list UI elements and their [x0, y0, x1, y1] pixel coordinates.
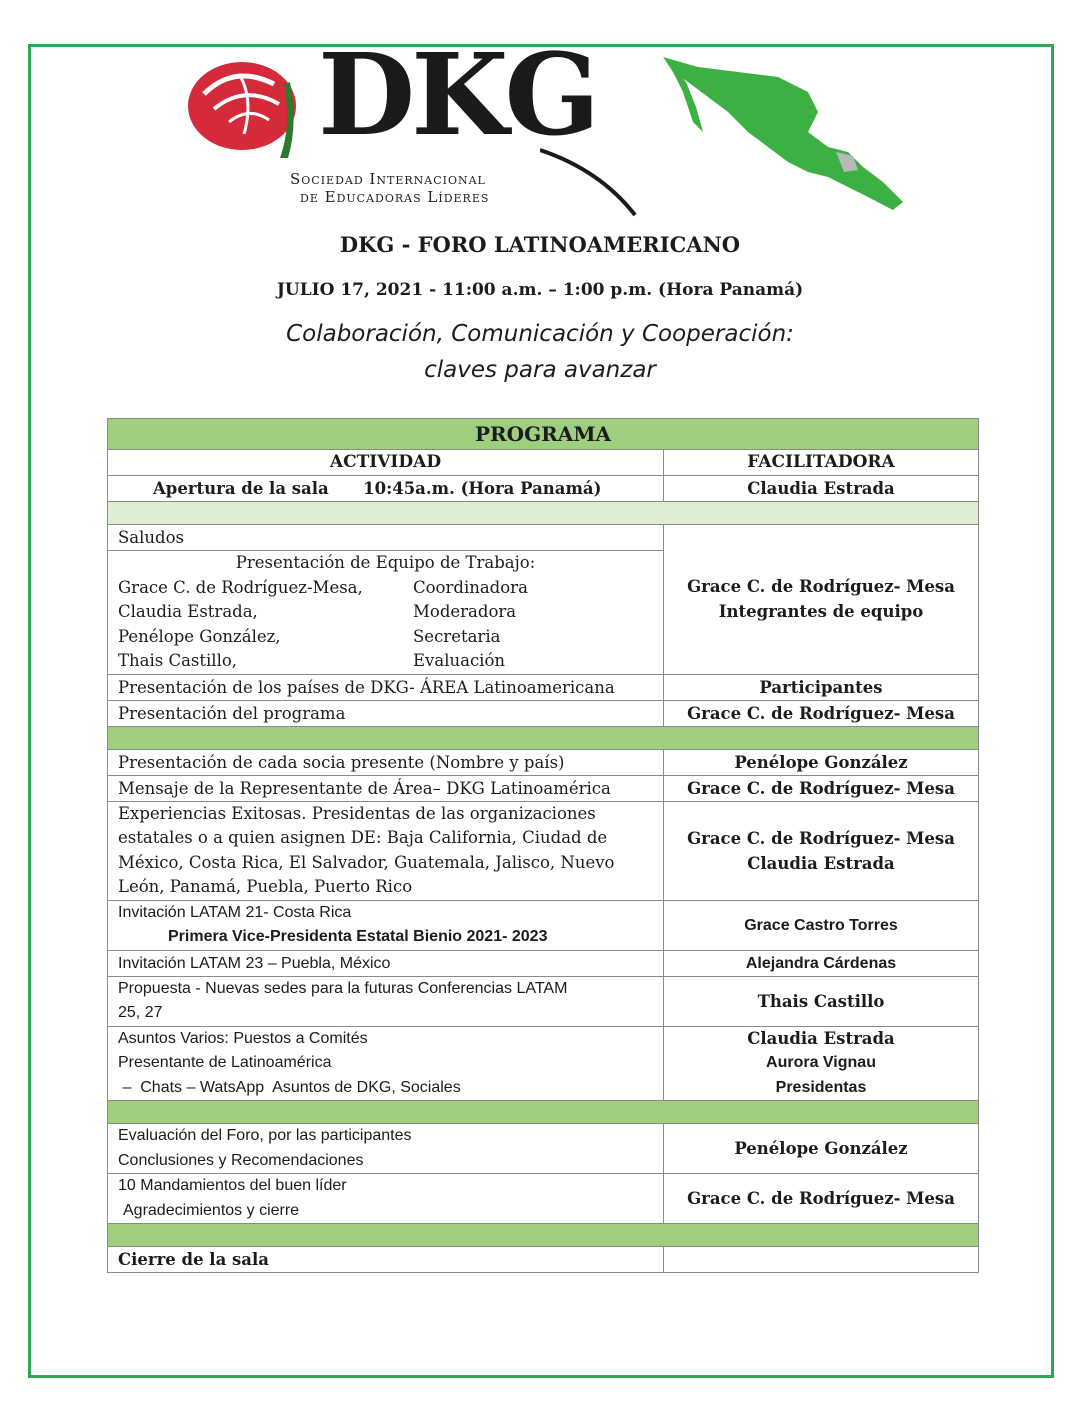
equipo-fac: Grace C. de Rodríguez- Mesa Integrantes de equipo: [664, 525, 979, 675]
experiencias-cell: Experiencias Exitosas. Presidentas de las organizaciones estatales o a quien asignen DE: Baja California, Ciudad de México, Costa Rica, El Salvador, Guatemala, Jalisco, Nuevo León, Panamá, Puebla, Puerto Rico: [108, 801, 664, 900]
table-row: [108, 1124, 979, 1174]
table-title: PROGRAMA: [108, 419, 979, 450]
propuesta-fac: Thais Castillo: [664, 976, 979, 1026]
mensaje-cell: Mensaje de la Representante de Área– DKG Latinoamérica: [108, 775, 664, 801]
dkg-logo-text: DKG: [318, 30, 597, 161]
propuesta-cell: Propuesta - Nuevas sedes para la futuras Conferencias LATAM 25, 27: [108, 976, 664, 1026]
table-title-row: [108, 419, 979, 450]
table-row: [108, 1026, 979, 1101]
motto: Colaboración, Comunicación y Cooperación: claves para avanzar: [286, 321, 794, 383]
programa-fac: Grace C. de Rodríguez- Mesa: [664, 700, 979, 726]
socia-cell: Presentación de cada socia presente (Nombre y país): [108, 749, 664, 775]
separator-row: [108, 1224, 979, 1247]
saludos-cell: Saludos: [108, 525, 664, 551]
experiencias-fac: Grace C. de Rodríguez- Mesa Claudia Estrada: [664, 801, 979, 900]
table-row: [108, 900, 979, 950]
latam21-fac: Grace Castro Torres: [664, 900, 979, 950]
event-date: JULIO 17, 2021 - 11:00 a.m. – 1:00 p.m. (Hora Panamá): [276, 280, 804, 300]
latam23-fac: Alejandra Cárdenas: [664, 950, 979, 976]
program-table: [107, 418, 979, 1273]
latam21-cell: Invitación LATAM 21- Costa Rica Primera Vice-Presidenta Estatal Bienio 2021- 2023: [108, 900, 664, 950]
socia-fac: Penélope González: [664, 749, 979, 775]
page-title: DKG - FORO LATINOAMERICANO: [339, 232, 741, 257]
apertura-fac: Claudia Estrada: [664, 476, 979, 502]
equipo-cell: Presentación de Equipo de Trabajo: Grace C. de Rodríguez-Mesa, Coordinadora Claudia Estrada, Moderadora Penélope González, Secretaria Thais Castillo, Evaluación: [108, 551, 664, 675]
asuntos-fac: Claudia Estrada Aurora Vignau Presidentas: [664, 1026, 979, 1101]
table-row: [108, 1174, 979, 1224]
paises-fac: Participantes: [664, 674, 979, 700]
mandamientos-cell: 10 Mandamientos del buen líder Agradecimientos y cierre: [108, 1174, 664, 1224]
cierre-cell: Cierre de la sala: [108, 1247, 664, 1273]
table-header-row: [108, 450, 979, 476]
logo-swoosh-icon: [540, 140, 660, 220]
rose-logo-icon: [184, 54, 304, 158]
mandamientos-fac: Grace C. de Rodríguez- Mesa: [664, 1174, 979, 1224]
apertura-cell: Apertura de la sala 10:45a.m. (Hora Panamá): [108, 476, 664, 502]
table-row: [108, 950, 979, 976]
mensaje-fac: Grace C. de Rodríguez- Mesa: [664, 775, 979, 801]
table-row: [108, 976, 979, 1026]
table-row: [108, 525, 979, 551]
paises-cell: Presentación de los países de DKG- ÁREA Latinoamericana: [108, 674, 664, 700]
col-actividad: ACTIVIDAD: [108, 450, 664, 476]
cierre-fac: [664, 1247, 979, 1273]
table-row: [108, 674, 979, 700]
table-row: [108, 775, 979, 801]
table-row: [108, 476, 979, 502]
table-row: [108, 700, 979, 726]
table-row: [108, 749, 979, 775]
separator-row: [108, 1101, 979, 1124]
table-row: [108, 1247, 979, 1273]
programa-cell: Presentación del programa: [108, 700, 664, 726]
separator-row: [108, 502, 979, 525]
latin-america-map-icon: [658, 52, 908, 222]
evaluacion-fac: Penélope González: [664, 1124, 979, 1174]
evaluacion-cell: Evaluación del Foro, por las participantes Conclusiones y Recomendaciones: [108, 1124, 664, 1174]
table-row: [108, 801, 979, 900]
separator-row: [108, 726, 979, 749]
latam23-cell: Invitación LATAM 23 – Puebla, México: [108, 950, 664, 976]
logo-subtitle: Sociedad Internacional de Educadoras Líderes: [290, 170, 490, 206]
col-facilitadora: FACILITADORA: [664, 450, 979, 476]
asuntos-cell: Asuntos Varios: Puestos a Comités Presentante de Latinoamérica – Chats – WatsApp Asuntos de DKG, Sociales: [108, 1026, 664, 1101]
